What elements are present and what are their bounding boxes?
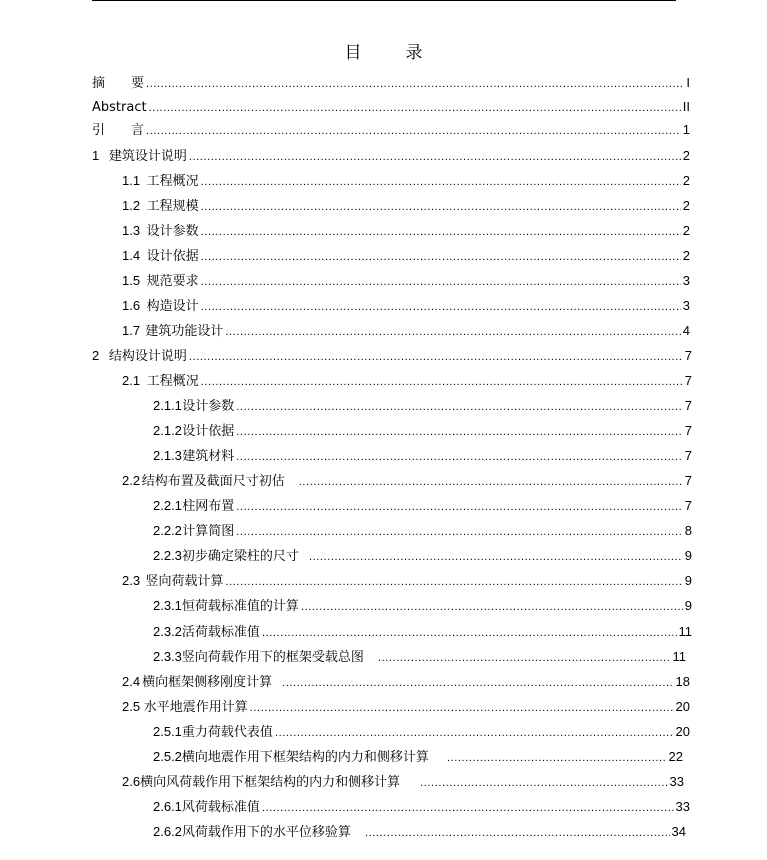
toc-dot-leader bbox=[262, 798, 674, 818]
toc-entry-title: 风荷载作用下的水平位移验算 bbox=[181, 825, 351, 840]
toc-entry-title: 工程概况 bbox=[146, 174, 199, 189]
toc-entry-title: 水平地震作用计算 bbox=[143, 700, 248, 715]
toc-dot-leader bbox=[146, 74, 684, 94]
toc-entry-number: 2.2 bbox=[122, 473, 141, 488]
toc-entry-2-1-3[interactable] bbox=[153, 446, 692, 466]
toc-entry-page: 2 bbox=[682, 148, 690, 163]
toc-entry-number: 2.4 bbox=[122, 674, 141, 689]
toc-entry-page: 7 bbox=[684, 398, 692, 413]
toc-dot-leader bbox=[201, 272, 681, 292]
toc-entry-page: 2 bbox=[682, 198, 690, 213]
toc-dot-leader bbox=[225, 322, 680, 342]
toc-heading-char-2: 录 bbox=[405, 43, 423, 63]
toc-entry-title: 横向框架侧移刚度计算 bbox=[142, 675, 273, 690]
toc-entry-title: 活荷载标准值 bbox=[181, 625, 260, 640]
toc-dot-leader bbox=[282, 673, 673, 693]
toc-heading bbox=[0, 42, 767, 64]
toc-entry-page: 3 bbox=[682, 298, 690, 313]
toc-entry-2-3-1[interactable] bbox=[153, 596, 692, 616]
toc-dot-leader bbox=[201, 197, 681, 217]
toc-entry-title: 重力荷载代表值 bbox=[181, 725, 273, 740]
toc-entry-1-4[interactable] bbox=[122, 246, 690, 266]
toc-entry-2-2[interactable] bbox=[122, 471, 692, 491]
toc-dot-leader bbox=[275, 723, 674, 743]
toc-entry-abstract-cn[interactable] bbox=[92, 73, 690, 93]
toc-dot-leader bbox=[301, 597, 683, 617]
toc-entry-number: 2.5 bbox=[122, 699, 141, 714]
toc-entry-number: 2.5.2 bbox=[153, 749, 182, 764]
toc-entry-1-2[interactable] bbox=[122, 196, 690, 216]
toc-dot-leader bbox=[201, 297, 681, 317]
toc-entry-abstract-en[interactable] bbox=[92, 97, 690, 117]
toc-entry-page: 9 bbox=[684, 598, 692, 613]
toc-entry-2-1-1[interactable] bbox=[153, 396, 692, 416]
toc-entry-2-5-2[interactable] bbox=[153, 747, 683, 767]
toc-entry-chapter-2[interactable] bbox=[92, 346, 692, 366]
toc-dot-leader bbox=[420, 773, 667, 793]
toc-entry-title: 引 言 bbox=[92, 123, 145, 138]
toc-entry-title: 风荷载标准值 bbox=[181, 800, 260, 815]
toc-entry-2-2-2[interactable] bbox=[153, 521, 692, 541]
toc-entry-page: 3 bbox=[682, 273, 690, 288]
toc-entry-number: 2.6.1 bbox=[153, 799, 182, 814]
toc-entry-page: 11 bbox=[678, 624, 692, 639]
toc-entry-title: 规范要求 bbox=[146, 274, 199, 289]
toc-entry-page: II bbox=[682, 99, 690, 114]
toc-entry-number: 1.6 bbox=[122, 298, 141, 313]
toc-entry-title: 结构设计说明 bbox=[108, 349, 187, 364]
toc-entry-title: 竖向荷载作用下的框架受载总图 bbox=[181, 650, 364, 665]
toc-entry-title: 建筑功能设计 bbox=[145, 324, 224, 339]
toc-entry-2-6-1[interactable] bbox=[153, 797, 690, 817]
toc-dot-leader bbox=[447, 748, 667, 768]
toc-dot-leader bbox=[236, 497, 682, 517]
toc-entry-2-3-2[interactable] bbox=[153, 622, 692, 642]
toc-entry-title: 建筑材料 bbox=[182, 449, 235, 464]
toc-entry-number: 2.3 bbox=[122, 573, 141, 588]
toc-dot-leader bbox=[236, 422, 682, 442]
toc-entry-number: 2.2.1 bbox=[153, 498, 182, 513]
toc-entry-1-1[interactable] bbox=[122, 171, 690, 191]
toc-entry-number: 2 bbox=[92, 348, 100, 363]
toc-entry-title: 计算简图 bbox=[182, 524, 235, 539]
toc-entry-2-6[interactable] bbox=[122, 772, 684, 792]
toc-entry-title: 竖向荷载计算 bbox=[145, 574, 224, 589]
toc-entry-page: 2 bbox=[682, 248, 690, 263]
toc-entry-page: 7 bbox=[684, 348, 692, 363]
toc-entry-page: 2 bbox=[682, 173, 690, 188]
toc-entry-page: 7 bbox=[684, 473, 692, 488]
toc-entry-title: 工程规模 bbox=[146, 199, 199, 214]
toc-dot-leader bbox=[250, 698, 674, 718]
toc-entry-2-6-2[interactable] bbox=[153, 822, 686, 842]
toc-entry-2-1-2[interactable] bbox=[153, 421, 692, 441]
toc-entry-2-5-1[interactable] bbox=[153, 722, 690, 742]
toc-entry-number: 1.2 bbox=[122, 198, 141, 213]
toc-entry-1-5[interactable] bbox=[122, 271, 690, 291]
toc-entry-1-3[interactable] bbox=[122, 221, 690, 241]
toc-dot-leader bbox=[309, 547, 683, 567]
toc-entry-2-2-1[interactable] bbox=[153, 496, 692, 516]
toc-dot-leader bbox=[146, 121, 681, 141]
toc-entry-title: 横向地震作用下框架结构的内力和侧移计算 bbox=[181, 750, 429, 765]
toc-entry-chapter-1[interactable] bbox=[92, 146, 690, 166]
toc-entry-title: 横向风荷载作用下框架结构的内力和侧移计算 bbox=[140, 775, 401, 790]
toc-entry-number: 2.1.1 bbox=[153, 398, 182, 413]
toc-dot-leader bbox=[378, 648, 671, 668]
toc-entry-page: 1 bbox=[682, 122, 690, 137]
toc-entry-page: 34 bbox=[671, 824, 686, 839]
toc-entry-number: 1.5 bbox=[122, 273, 141, 288]
toc-entry-number: 2.1.2 bbox=[153, 423, 182, 438]
toc-entry-page: 22 bbox=[668, 749, 683, 764]
toc-entry-title: 设计依据 bbox=[146, 249, 199, 264]
toc-dot-leader bbox=[365, 823, 670, 843]
toc-entry-title: 恒荷载标准值的计算 bbox=[181, 599, 299, 614]
toc-entry-number: 2.6 bbox=[122, 774, 141, 789]
toc-entry-title: 设计参数 bbox=[146, 224, 199, 239]
toc-entry-title: 摘 要 bbox=[92, 76, 145, 91]
toc-entry-page: 20 bbox=[675, 724, 690, 739]
toc-entry-number: 1.3 bbox=[122, 223, 141, 238]
page-top-rule bbox=[92, 0, 676, 1]
toc-entry-number: 2.1.3 bbox=[153, 448, 182, 463]
toc-entry-number: 1.1 bbox=[122, 173, 141, 188]
toc-entry-2-3-3[interactable] bbox=[153, 647, 686, 667]
toc-entry-number: 2.2.3 bbox=[153, 548, 182, 563]
toc-entry-page: 9 bbox=[684, 573, 692, 588]
toc-entry-1-7[interactable] bbox=[122, 321, 690, 341]
toc-dot-leader bbox=[189, 147, 681, 167]
toc-entry-2-3[interactable] bbox=[122, 571, 692, 591]
toc-entry-title: 设计依据 bbox=[182, 424, 235, 439]
toc-dot-leader bbox=[201, 247, 681, 267]
toc-entry-number: 1 bbox=[92, 148, 100, 163]
toc-entry-page: 7 bbox=[684, 498, 692, 513]
toc-entry-title: 设计参数 bbox=[182, 399, 235, 414]
toc-heading-char-1: 目 bbox=[344, 43, 362, 63]
toc-entry-page: 7 bbox=[684, 448, 692, 463]
toc-entry-page: 7 bbox=[684, 373, 692, 388]
toc-entry-number: 1.7 bbox=[122, 323, 141, 338]
toc-dot-leader bbox=[236, 522, 682, 542]
toc-entry-page: 4 bbox=[682, 323, 690, 338]
toc-entry-page: 8 bbox=[684, 523, 692, 538]
toc-dot-leader bbox=[149, 98, 681, 118]
toc-entry-number: 2.2.2 bbox=[153, 523, 182, 538]
toc-entry-introduction[interactable] bbox=[92, 120, 690, 140]
toc-entry-number: 2.1 bbox=[122, 373, 141, 388]
toc-entry-page: 9 bbox=[684, 548, 692, 563]
toc-entry-2-5[interactable] bbox=[122, 697, 690, 717]
toc-dot-leader bbox=[236, 447, 682, 467]
toc-dot-leader bbox=[236, 397, 682, 417]
toc-entry-1-6[interactable] bbox=[122, 296, 690, 316]
toc-entry-number: 2.3.2 bbox=[153, 624, 182, 639]
toc-entry-title: 建筑设计说明 bbox=[108, 149, 187, 164]
toc-dot-leader bbox=[189, 347, 683, 367]
toc-entry-2-2-3[interactable] bbox=[153, 546, 692, 566]
toc-entry-number: 1.4 bbox=[122, 248, 141, 263]
toc-dot-leader bbox=[262, 623, 677, 643]
toc-entry-2-4[interactable] bbox=[122, 672, 690, 692]
toc-entry-number: 2.6.2 bbox=[153, 824, 182, 839]
toc-entry-title: 结构布置及截面尺寸初估 bbox=[141, 474, 285, 489]
toc-entry-2-1[interactable] bbox=[122, 371, 692, 391]
toc-entry-title: 工程概况 bbox=[146, 374, 199, 389]
toc-dot-leader bbox=[201, 222, 681, 242]
toc-entry-number: 2.3.1 bbox=[153, 598, 182, 613]
toc-entry-title: 柱网布置 bbox=[182, 499, 235, 514]
toc-dot-leader bbox=[299, 472, 683, 492]
toc-dot-leader bbox=[201, 172, 681, 192]
toc-entry-page: 2 bbox=[682, 223, 690, 238]
toc-entry-page: 18 bbox=[675, 674, 690, 689]
toc-entry-number: 2.5.1 bbox=[153, 724, 182, 739]
toc-entry-number: 2.3.3 bbox=[153, 649, 182, 664]
toc-entry-title: 初步确定梁柱的尺寸 bbox=[181, 549, 299, 564]
toc-entry-page: 7 bbox=[684, 423, 692, 438]
toc-entry-page: I bbox=[686, 75, 690, 90]
toc-entry-page: 20 bbox=[675, 699, 690, 714]
toc-entry-page: 33 bbox=[675, 799, 690, 814]
toc-dot-leader bbox=[225, 572, 682, 592]
toc-entry-title: 构造设计 bbox=[146, 299, 199, 314]
toc-entry-page: 11 bbox=[672, 649, 686, 664]
toc-entry-page: 33 bbox=[669, 774, 684, 789]
toc-entry-title: Abstract bbox=[92, 100, 147, 115]
toc-dot-leader bbox=[201, 372, 683, 392]
